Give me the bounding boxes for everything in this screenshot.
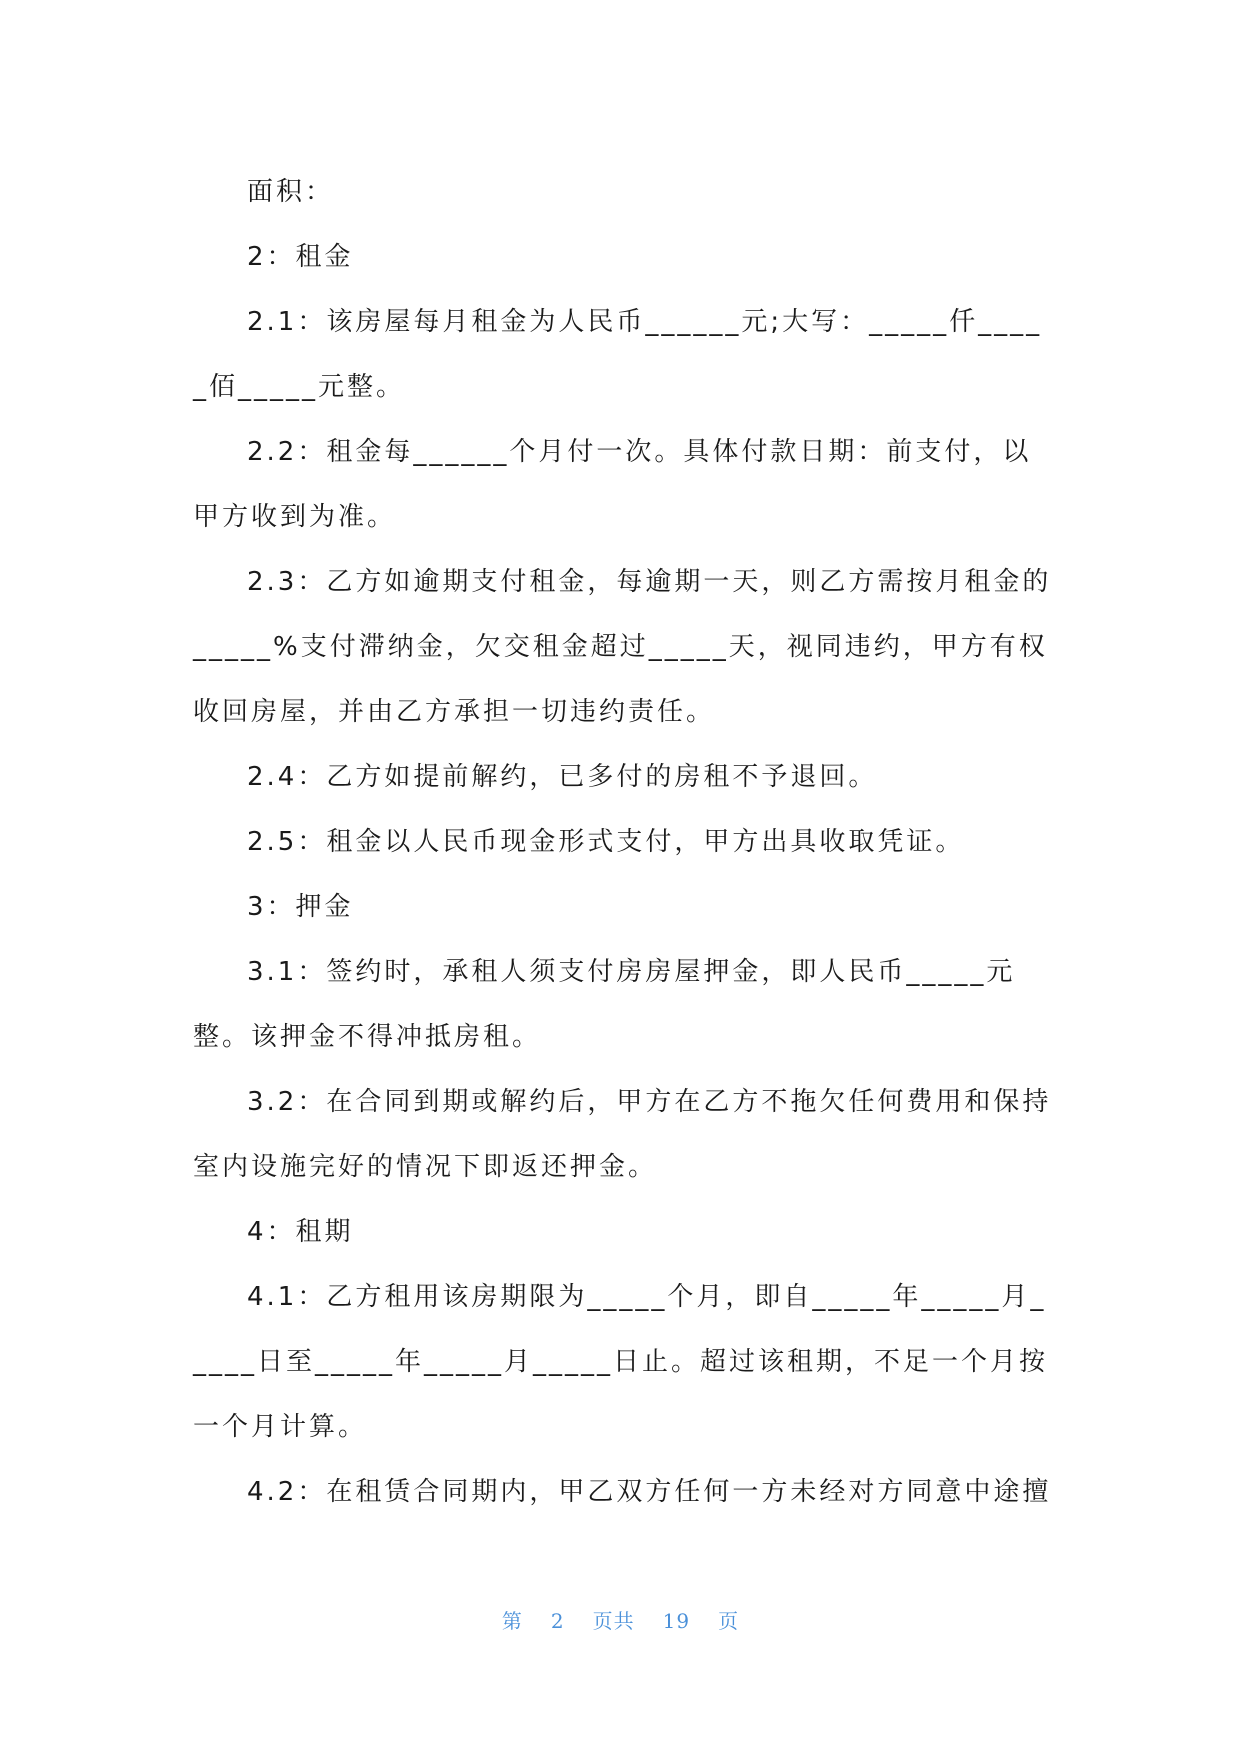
clause-2-4: 2.4：乙方如提前解约，已多付的房租不予退回。 bbox=[247, 762, 878, 792]
paragraph-area: 面积： bbox=[247, 177, 335, 207]
clause-2-2: 2.2：租金每______个月付一次。具体付款日期：前支付，以甲方收到为准。 bbox=[193, 437, 1032, 532]
clause-2-1: 2.1：该房屋每月租金为人民币______元;大写：_____仟_____佰_____元整。 bbox=[193, 307, 1043, 402]
footer-prefix: 第 bbox=[501, 1609, 523, 1633]
clause-4-2: 4.2：在租赁合同期内，甲乙双方任何一方未经对方同意中途擅 bbox=[247, 1477, 1052, 1507]
footer-middle: 页共 bbox=[592, 1609, 635, 1633]
clause-3-1: 3.1：签约时，承租人须支付房房屋押金，即人民币_____元整。该押金不得冲抵房租。 bbox=[193, 957, 1016, 1052]
footer-total-pages: 19 bbox=[662, 1609, 691, 1633]
heading-lease-term: 4：租期 bbox=[247, 1217, 354, 1247]
document-body bbox=[193, 160, 1053, 1525]
clause-4-1: 4.1：乙方租用该房期限为_____个月，即自_____年_____月_____日至_____年_____月_____日止。超过该租期，不足一个月按一个月计算。 bbox=[193, 1282, 1049, 1442]
clause-3-2: 3.2：在合同到期或解约后，甲方在乙方不拖欠任何费用和保持室内设施完好的情况下即返还押金。 bbox=[193, 1087, 1052, 1182]
clause-2-5: 2.5：租金以人民币现金形式支付，甲方出具收取凭证。 bbox=[247, 827, 965, 857]
heading-rent: 2：租金 bbox=[247, 242, 354, 272]
clause-2-3: 2.3：乙方如逾期支付租金，每逾期一天，则乙方需按月租金的_____%支付滞纳金，欠交租金超过_____天，视同违约，甲方有权收回房屋，并由乙方承担一切违约责任。 bbox=[193, 567, 1052, 727]
page-number-footer bbox=[0, 1605, 1241, 1634]
footer-current-page: 2 bbox=[550, 1609, 565, 1633]
footer-suffix: 页 bbox=[718, 1609, 740, 1633]
heading-deposit: 3：押金 bbox=[247, 892, 354, 922]
